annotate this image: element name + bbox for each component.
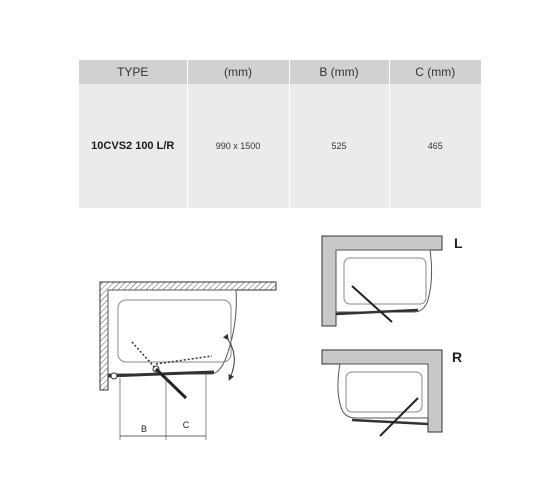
right-door-open bbox=[380, 398, 418, 436]
left-variant-drawing bbox=[322, 235, 463, 326]
cell-c: 465 bbox=[389, 84, 481, 208]
main-door-swing bbox=[132, 342, 156, 369]
header-c: C (mm) bbox=[389, 60, 481, 84]
label-l: L bbox=[454, 235, 463, 251]
main-door-path bbox=[156, 356, 212, 364]
header-b: B (mm) bbox=[289, 60, 389, 84]
left-bathtub-inner bbox=[344, 258, 426, 304]
header-mm: (mm) bbox=[187, 60, 289, 84]
main-bathtub-inner bbox=[118, 300, 231, 362]
right-variant-drawing bbox=[322, 349, 462, 436]
main-plan-drawing bbox=[100, 282, 276, 440]
main-hinge bbox=[111, 373, 117, 379]
cell-b: 525 bbox=[289, 84, 389, 208]
dim-label-b: B bbox=[140, 424, 148, 434]
left-bathtub bbox=[336, 250, 432, 312]
header-type: TYPE bbox=[79, 60, 187, 84]
label-r: R bbox=[452, 349, 463, 365]
right-wall bbox=[322, 350, 442, 432]
dim-label-c: C bbox=[182, 420, 190, 430]
right-door-rail bbox=[352, 420, 428, 424]
main-rotation-arrow bbox=[227, 338, 234, 378]
cell-size: 990 x 1500 bbox=[187, 84, 289, 208]
cell-type: 10CVS2 100 L/R bbox=[79, 84, 187, 208]
